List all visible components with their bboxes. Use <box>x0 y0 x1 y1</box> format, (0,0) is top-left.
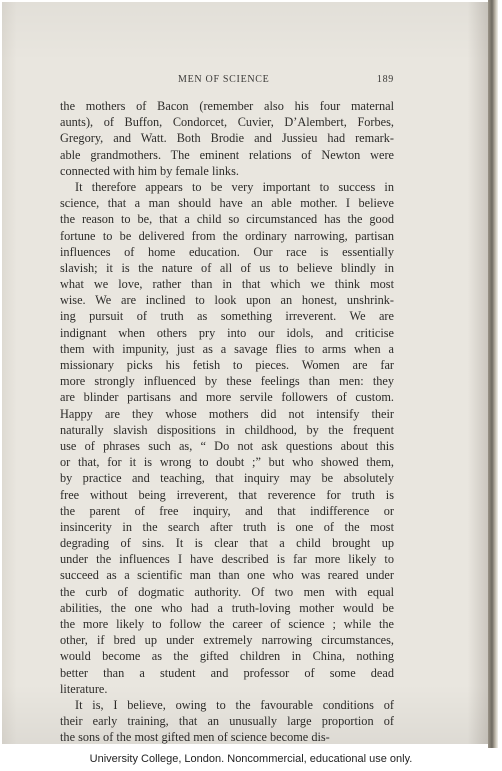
running-head-title: MEN OF SCIENCE <box>178 74 270 85</box>
text-line: the curb of dogmatic authority. Of two men with equal <box>60 584 394 599</box>
body-text <box>60 98 394 746</box>
text-line: what we love, rather than in that which we think most <box>60 277 394 292</box>
text-line: Happy are they whose mothers did not intensify their <box>60 406 394 421</box>
text-line: are blinder partisans and more servile followers of custom. <box>60 390 394 405</box>
text-line: abilities, the one who had a truth-loving mother would be <box>60 600 394 615</box>
text-line: use of phrases such as, “ Do not ask questions about this <box>60 438 394 453</box>
text-line: the sons of the most gifted men of science become dis- <box>60 730 330 745</box>
text-line: It therefore appears to be very important to success in <box>75 179 394 194</box>
text-line: science, that a man should have an able mother. I believe <box>60 196 394 211</box>
text-line: their early training, that an unusually large proportion of <box>60 714 394 729</box>
text-line: would become as the gifted children in China, nothing <box>60 649 394 664</box>
text-line: literature. <box>60 681 108 696</box>
text-line: connected with him by female links. <box>60 163 239 178</box>
book-page-edge <box>488 0 498 748</box>
text-line: aunts), of Buffon, Condorcet, Cuvier, D’Alembert, Forbes, <box>60 115 394 130</box>
text-line: wise. We are inclined to look upon an honest, unshrink- <box>60 293 394 308</box>
text-line: succeed as a scientific man than one who was reared under <box>60 568 394 583</box>
text-line: ing pursuit of truth as something irreverent. We are <box>60 309 394 324</box>
text-line: indignant when others pry into our idols, and criticise <box>60 325 394 340</box>
text-line: under the influences I have described is far more likely to <box>60 552 394 567</box>
text-line: missionary picks his fetish to pieces. Women are far <box>60 358 394 372</box>
text-line: better than a student and professor of some dead <box>60 665 394 680</box>
text-line: more strongly influenced by these feelings than men: they <box>60 374 394 389</box>
text-line: Gregory, and Watt. Both Brodie and Jussieu had remark- <box>60 131 394 146</box>
running-head <box>60 74 394 88</box>
text-line: It is, I believe, owing to the favourable conditions of <box>75 697 394 712</box>
footer-notice: University College, London. Noncommercial, educational use only. <box>89 753 413 765</box>
text-line: the reason to be, that a child so circumstanced has the good <box>60 212 394 227</box>
text-line: free without being irreverent, that reverence for truth is <box>60 487 394 502</box>
text-line: the mothers of Bacon (remember also his four maternal <box>60 99 394 113</box>
text-line: other, if bred up under extremely narrowing circumstances, <box>60 633 394 648</box>
scanned-book-page <box>2 2 492 744</box>
text-line: the parent of free inquiry, and that indifference or <box>60 503 394 518</box>
text-line: the more likely to follow the career of science ; while the <box>60 617 394 631</box>
text-line: them with impunity, just as a savage flies to arms when a <box>60 341 394 356</box>
page-number: 189 <box>376 74 394 85</box>
text-line: able grandmothers. The eminent relations of Newton were <box>60 147 394 162</box>
text-line: naturally slavish dispositions in childhood, by the frequent <box>60 422 394 437</box>
text-line: by practice and teaching, that inquiry may be absolutely <box>60 471 394 486</box>
text-line: slavish; it is the nature of all of us to believe blindly in <box>60 260 394 275</box>
text-line: fortune to be delivered from the ordinary narrowing, partisan <box>60 228 394 243</box>
text-line: influences of home education. Our race is essentially <box>60 244 394 259</box>
text-line: degrading of sins. It is clear that a child brought up <box>60 536 394 551</box>
text-line: or that, for it is wrong to doubt ;” but who showed them, <box>60 455 394 470</box>
text-line: insincerity in the search after truth is one of the most <box>60 519 394 534</box>
